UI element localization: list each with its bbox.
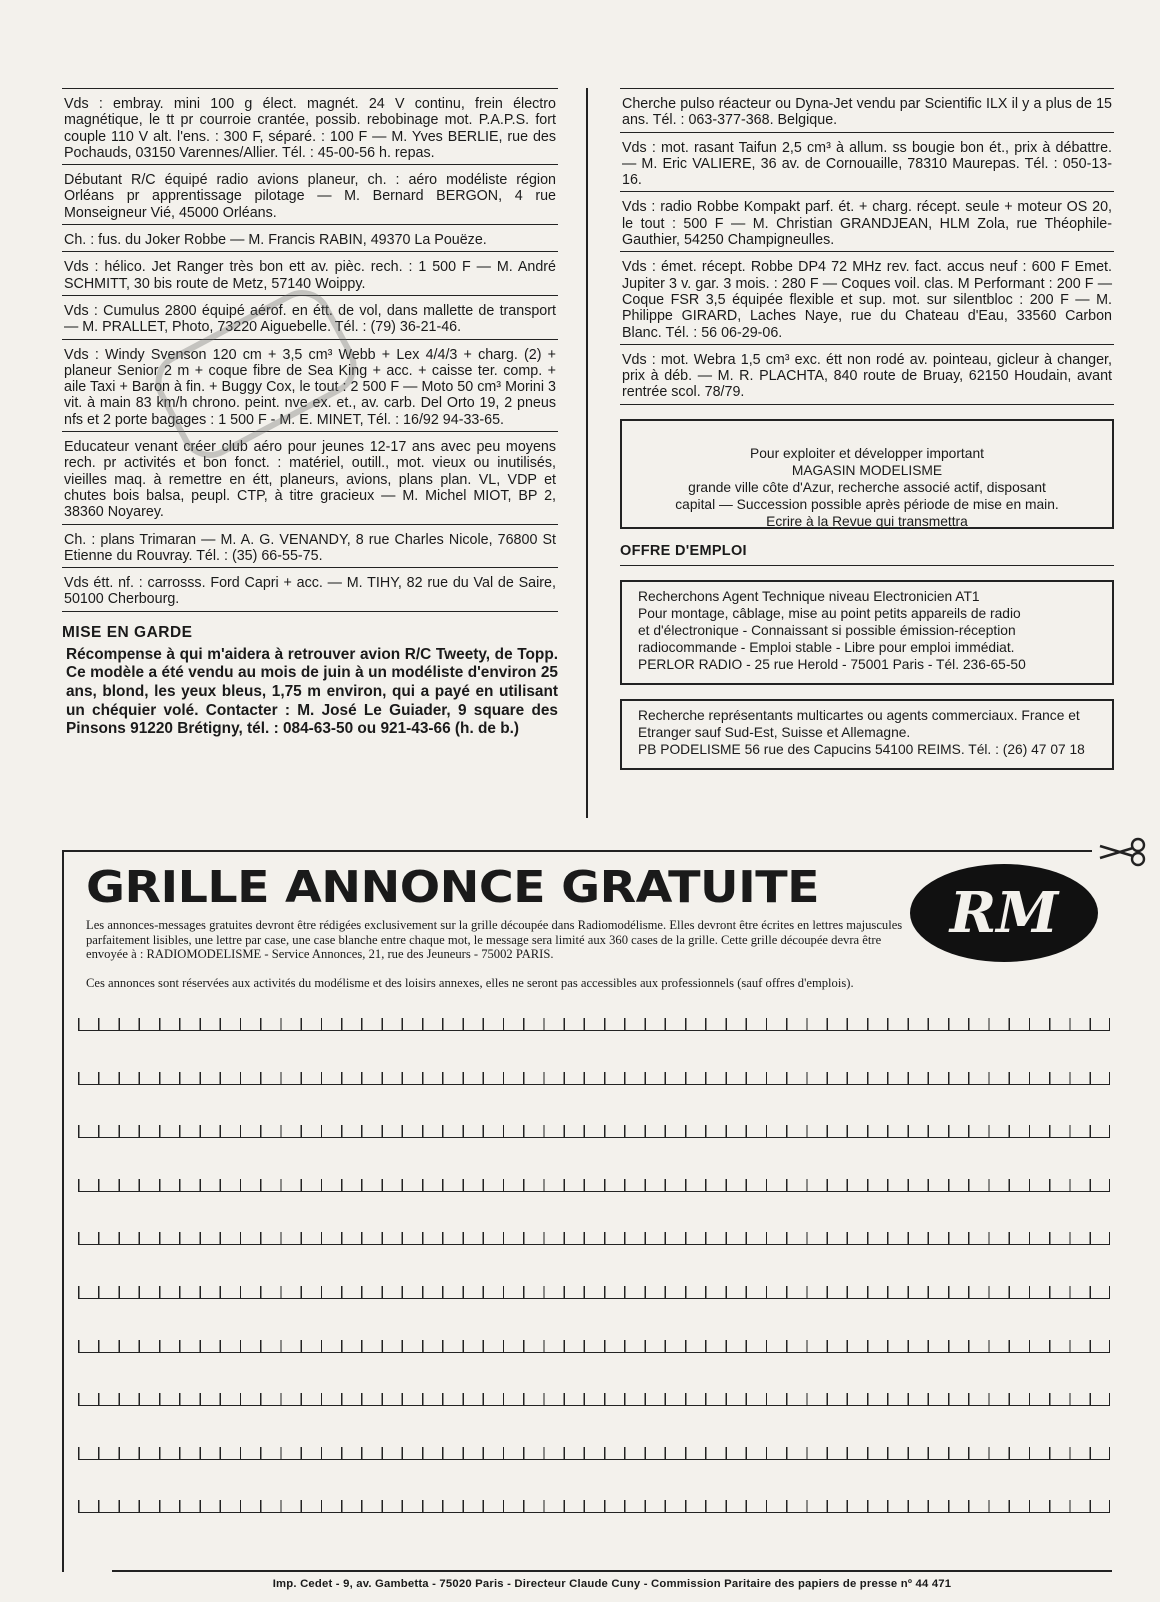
grille-coupon [62,850,1116,1572]
footer-imprint: Imp. Cedet - 9, av. Gambetta - 75020 Paris - Directeur Claude Cuny - Commission Paritaire des papiers de presse nº 44 471 [272,1578,952,1590]
podelisme-job-box: Recherche représentants multicartes ou agents commerciaux. France et Etranger sauf Sud-Est, Suisse et Allemagne. PB PODELISME 56 rue des Capucins 54100 REIMS. Tél. : (26) 47 07 18 [620,699,1114,770]
classified-ad: Vds : Windy Svenson 120 cm + 3,5 cm³ Webb + Lex 4/4/3 + charg. (2) + planeur Senior 2 m + coque fibre de Sea King + acc. + caisse ter. comp. + aile Taxi + Baron à fin. + Buggy Cox, le tout : 2 500 F — Moto 50 cm³ Morini 3 vit. à main 83 km/h chrono. peint. nve ex. et., av. carb. Del Orto 19, 2 pneus nfs et 2 porte bagages : 1 500 F - M. E. MINET, Tél. : 16/92 94-33-65. [62,339,558,431]
right-column [620,88,1114,770]
classified-ad: Vds : hélico. Jet Ranger très bon ett av. pièc. rech. : 1 500 F — M. André SCHMITT, 30 bis route de Metz, 57140 Woippy. [62,251,558,295]
grille-notice: Ces annonces sont réservées aux activités du modélisme et des loisirs annexes, elles ne seront pas accessibles aux professionnels (sauf offres d'emplois). [86,976,854,990]
warning-title: MISE EN GARDE [62,623,193,641]
classified-ad: Vds : émet. récept. Robbe DP4 72 MHz rev. fact. accus neuf : 600 F Emet. Jupiter 3 v. gar. 3 mois. : 280 F — Coques voil. clas. M Performant : 200 F — Coque FSR 3,5 équipée flexible et sup. mot. sur silentbloc : 200 F — M. Philippe GIRARD, Laches Naye, rue du Chateau d'Eau, 33560 Carbon Blanc. Tél. : 56 06-29-06. [620,251,1114,343]
grid-row[interactable] [78,1286,1110,1299]
rm-logo-text: RM [949,880,1059,946]
grille-instructions: Les annonces-messages gratuites devront être rédigées exclusivement sur la grille découpée dans Radiomodélisme. Elles devront être écrites en lettres majuscules parfaitement lisibles, une lettre par case, une case blanche entre chaque mot, le message sera limité aux 360 cases de la grille. Cette grille découpée devra être envoyée à : RADIOMODELISME - Service Annonces, 21, rue des Jeuneurs - 75002 PARIS. [86,918,903,962]
grid-row[interactable] [78,1340,1110,1353]
grid-row[interactable] [78,1447,1110,1460]
classified-ad: Educateur venant créer club aéro pour jeunes 12-17 ans avec peu moyens rech. pr activités et bon fonct. : matériel, outill., mot. vieux ou inutilisés, vieilles maq. à remettre en étt, planeurs, avions, plans plan. VL, VDP et chutes bois balsa, peupl. CTP, à titre gracieux — M. Michel MIOT, BP 2, 38360 Noyarey. [62,431,558,523]
scissors-icon [1092,836,1152,868]
grid-row[interactable] [78,1179,1110,1192]
classified-ad: Vds : radio Robbe Kompakt parf. ét. + charg. récept. seule + moteur OS 20, le tout : 500 F — M. Christian GRANDJEAN, HLM Zola, rue Théophile-Gauthier, 54250 Champigneulles. [620,191,1114,251]
left-column [62,88,558,739]
classified-ad: Ch. : plans Trimaran — M. A. G. VENANDY, 8 rue Charles Nicole, 76800 St Etienne du Rouvray. Tél. : (35) 66-55-75. [62,524,558,568]
offre-emploi-title: OFFRE D'EMPLOI [620,543,1114,566]
warning-body: Récompense à qui m'aidera à retrouver avion R/C Tweety, de Topp. Ce modèle a été vendu au mois de juin à un modéliste d'environ 25 ans, blond, les yeux bleus, 1,75 m environ, qui a payé en utilisant un chéquier volé. Contacter : M. José Le Guiader, 9 square des Pinsons 91220 Brétigny, tél. : 084-63-50 ou 921-43-66 (h. de b.) [66,645,558,738]
classified-ad: Vds : mot. Webra 1,5 cm³ exc. étt non rodé av. pointeau, gicleur à changer, prix à déb. — M. R. PLACHTA, 840 route de Bruay, 62150 Houdain, avant rentrée scol. 78/79. [620,344,1114,405]
rm-logo [910,864,1098,962]
classified-ad: Vds : embray. mini 100 g élect. magnét. 24 V continu, frein électro magnétique, le tt pr courroie crantée, possib. rebobinage mot. P.A.P.S. fort couple 110 V alt. l'ens. : 300 F, séparé. : 100 F — M. Yves BERLIE, rue des Pochauds, 03150 Varennes/Allier. Tél. : 45-00-56 h. repas. [62,88,558,164]
classified-ad: Vds étt. nf. : carrosss. Ford Capri + acc. — M. TIHY, 82 rue du Val de Saire, 50100 Cherbourg. [62,567,558,612]
grid-row[interactable] [78,1393,1110,1406]
grid-row[interactable] [78,1500,1110,1513]
grid-row[interactable] [78,1125,1110,1138]
grid-row[interactable] [78,1072,1110,1085]
classified-ad: Vds : Cumulus 2800 équipé aérof. en étt. de vol, dans mallette de transport — M. PRALLET, Photo, 73220 Aiguebelle. Tél. : (79) 36-21-46. [62,295,558,339]
perlor-job-box: Recherchons Agent Technique niveau Electronicien AT1 Pour montage, câblage, mise au point petits appareils de radio et d'électronique - Connaissant si possible émission-réception radiocommande - Emploi stable - Libre pour emploi immédiat. PERLOR RADIO - 25 rue Herold - 75001 Paris - Tél. 236-65-50 [620,580,1114,685]
classified-ad: Vds : mot. rasant Taifun 2,5 cm³ à allum. ss bougie bon ét., prix à débattre. — M. Eric VALIERE, 36 av. de Cornouaille, 78310 Maurepas. Tél. : 050-13-16. [620,132,1114,192]
classified-ad: Débutant R/C équipé radio avions planeur, ch. : aéro modéliste région Orléans pr apprentissage pilotage — M. Bernard BERGON, 4 rue Monseigneur Vié, 45000 Orléans. [62,164,558,224]
classified-ad: Ch. : fus. du Joker Robbe — M. Francis RABIN, 49370 La Pouëze. [62,224,558,251]
grille-title: GRILLE ANNONCE GRATUITE [86,862,820,913]
column-divider [586,88,588,818]
magasin-box: Pour exploiter et développer important MAGASIN MODELISME grande ville côte d'Azur, recherche associé actif, disposant capital — Succession possible après période de mise en main. Ecrire à la Revue qui transmettra [620,419,1114,529]
classified-ad: Cherche pulso réacteur ou Dyna-Jet vendu par Scientific ILX il y a plus de 15 ans. Tél. : 063-377-368. Belgique. [620,88,1114,132]
grid-row[interactable] [78,1232,1110,1245]
footer-rule [112,1570,1112,1572]
grid-row[interactable] [78,1018,1110,1031]
